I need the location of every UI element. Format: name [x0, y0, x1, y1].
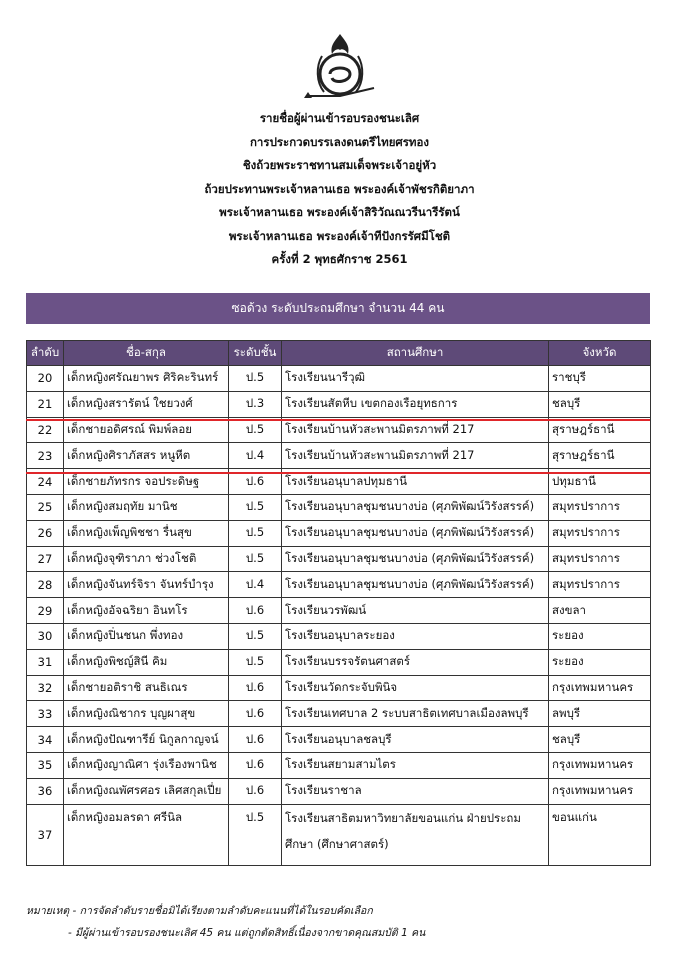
row-school: โรงเรียนอนุบาลระยอง	[282, 623, 549, 649]
row-school: โรงเรียนวัดกระจับพินิจ	[282, 675, 549, 701]
row-province: สงขลา	[549, 598, 651, 624]
table-row	[27, 649, 651, 675]
row-level: ป.6	[229, 701, 282, 727]
row-province: สมุทรปราการ	[549, 494, 651, 520]
header-trophy: ชิงถ้วยพระราชทานสมเด็จพระเจ้าอยู่หัว	[242, 158, 437, 172]
row-number: 31	[27, 649, 64, 675]
row-school: โรงเรียนอนุบาลชุมชนบางบ่อ (ศุภพิพัฒน์วิรังสรรค์)	[282, 520, 549, 546]
table-row	[27, 494, 651, 520]
row-name: เด็กหญิงศิราภัสสร หนูหีต	[64, 443, 229, 469]
row-name: เด็กชายภัทรกร จอประดิษฐ	[64, 469, 229, 495]
row-level: ป.6	[229, 752, 282, 778]
highlight-line-bottom	[26, 472, 650, 474]
table-row	[27, 366, 651, 392]
table-header-row	[27, 341, 651, 366]
row-name: เด็กหญิงศรัณยาพร ศิริคะรินทร์	[64, 366, 229, 392]
row-school: โรงเรียนบรรจรัตนศาสตร์	[282, 649, 549, 675]
row-province: กรุงเทพมหานคร	[549, 752, 651, 778]
row-province: กรุงเทพมหานคร	[549, 778, 651, 804]
table-row	[27, 752, 651, 778]
row-school: โรงเรียนวรพัฒน์	[282, 598, 549, 624]
row-school: โรงเรียนนารีวุฒิ	[282, 366, 549, 392]
row-level: ป.5	[229, 494, 282, 520]
row-level: ป.4	[229, 572, 282, 598]
row-school: โรงเรียนอนุบาลชุมชนบางบ่อ (ศุภพิพัฒน์วิรังสรรค์)	[282, 572, 549, 598]
row-school: โรงเรียนอนุบาลชลบุรี	[282, 727, 549, 753]
table-row	[27, 623, 651, 649]
row-level: ป.5	[229, 804, 282, 865]
header-title: รายชื่อผู้ผ่านเข้ารอบรองชนะเลิศ	[259, 111, 420, 125]
row-province: ลพบุรี	[549, 701, 651, 727]
row-name: เด็กชายอดิศรณ์ พิมพ์ลอย	[64, 417, 229, 443]
row-province: ระยอง	[549, 649, 651, 675]
header-patron-3: พระเจ้าหลานเธอ พระองค์เจ้าทีปังกรรัศมีโชติ	[228, 228, 451, 243]
row-province: สมุทรปราการ	[549, 572, 651, 598]
row-name: เด็กหญิงอมลรดา ศรีนิล	[64, 804, 229, 865]
col-header-number: ลำดับ	[27, 341, 64, 366]
row-name: เด็กหญิงเพ็ญพิชชา รื่นสุข	[64, 520, 229, 546]
row-number: 34	[27, 727, 64, 753]
table-row	[27, 727, 651, 753]
col-header-school: สถานศึกษา	[282, 341, 549, 366]
table-row	[27, 546, 651, 572]
row-province: ขอนแก่น	[549, 804, 651, 865]
row-level: ป.6	[229, 469, 282, 495]
row-school: โรงเรียนอนุบาลปทุมธานี	[282, 469, 549, 495]
row-school: โรงเรียนราชาล	[282, 778, 549, 804]
row-name: เด็กหญิงณพัศรศอร เลิศสกุลเปี่ย	[64, 778, 229, 804]
table-row	[27, 804, 651, 865]
row-name: เด็กหญิงอัจฉริยา อินทโร	[64, 598, 229, 624]
row-name: เด็กหญิงปิ่นชนก พึ่งทอง	[64, 623, 229, 649]
row-name: เด็กหญิงพิชญ์สินี คิม	[64, 649, 229, 675]
row-name: เด็กชายอติราชิ สนธิเณร	[64, 675, 229, 701]
table-row	[27, 778, 651, 804]
row-number: 24	[27, 469, 64, 495]
header-patron-1: ถ้วยประทานพระเจ้าหลานเธอ พระองค์เจ้าพัชรกิติยาภา	[204, 181, 475, 196]
row-number: 22	[27, 417, 64, 443]
row-number: 20	[27, 366, 64, 392]
row-level: ป.5	[229, 649, 282, 675]
row-school: โรงเรียนบ้านหัวสะพานมิตรภาพที่ 217	[282, 417, 549, 443]
col-header-name: ชื่อ-สกุล	[64, 341, 229, 366]
table-row	[27, 598, 651, 624]
sornthong-emblem-logo	[300, 30, 380, 110]
row-name: เด็กหญิงปัณฑารีย์ นิกูลกาญจน์	[64, 727, 229, 753]
row-province: ปทุมธานี	[549, 469, 651, 495]
table-row	[27, 443, 651, 469]
row-school: โรงเรียนสัตหีบ เขตกองเรือยุทธการ	[282, 391, 549, 417]
row-name: เด็กหญิงจุฑิราภา ช่วงโชติ	[64, 546, 229, 572]
footnote-disqualified: - มีผู้ผ่านเข้ารอบรองชนะเลิศ 45 คน แต่ถูกตัดสิทธิ์เนื่องจากขาดคุณสมบัติ 1 คน	[68, 927, 426, 939]
row-province: สมุทรปราการ	[549, 546, 651, 572]
row-number: 26	[27, 520, 64, 546]
row-level: ป.6	[229, 598, 282, 624]
highlight-line-top	[26, 419, 650, 421]
row-level: ป.3	[229, 391, 282, 417]
row-level: ป.5	[229, 520, 282, 546]
row-province: สมุทรปราการ	[549, 520, 651, 546]
row-number: 30	[27, 623, 64, 649]
row-name: เด็กหญิงจันทร์จิรา จันทร์บำรุง	[64, 572, 229, 598]
row-province: ชลบุรี	[549, 727, 651, 753]
row-province: ราชบุรี	[549, 366, 651, 392]
row-number: 32	[27, 675, 64, 701]
row-level: ป.6	[229, 778, 282, 804]
row-name: เด็กหญิงสมฤทัย มานิช	[64, 494, 229, 520]
row-level: ป.6	[229, 675, 282, 701]
row-number: 29	[27, 598, 64, 624]
table-row	[27, 572, 651, 598]
col-header-level: ระดับชั้น	[229, 341, 282, 366]
table-row	[27, 701, 651, 727]
footnote-ordering: หมายเหตุ - การจัดลำดับรายชื่อมิได้เรียงตามลำดับคะแนนที่ได้ในรอบคัดเลือก	[26, 905, 373, 917]
row-province: ระยอง	[549, 623, 651, 649]
row-province: ชลบุรี	[549, 391, 651, 417]
header-edition: ครั้งที่ 2 พุทธศักราช 2561	[271, 252, 408, 266]
table-row	[27, 675, 651, 701]
row-number: 35	[27, 752, 64, 778]
row-number: 28	[27, 572, 64, 598]
row-school: โรงเรียนอนุบาลชุมชนบางบ่อ (ศุภพิพัฒน์วิรังสรรค์)	[282, 494, 549, 520]
row-school: โรงเรียนเทศบาล 2 ระบบสาธิตเทศบาลเมืองลพบุรี	[282, 701, 549, 727]
row-province: สุราษฎร์ธานี	[549, 417, 651, 443]
row-name: เด็กหญิงญาณิศา รุ่งเรืองพานิช	[64, 752, 229, 778]
row-level: ป.5	[229, 366, 282, 392]
row-province: สุราษฎร์ธานี	[549, 443, 651, 469]
row-number: 33	[27, 701, 64, 727]
row-school: โรงเรียนสาธิตมหาวิทยาลัยขอนแก่น ฝ่ายประถมศึกษา (ศึกษาศาสตร์)	[282, 804, 549, 865]
row-name: เด็กหญิงสรารัตน์ ใชยวงศ์	[64, 391, 229, 417]
row-number: 21	[27, 391, 64, 417]
row-number: 37	[27, 804, 64, 865]
col-header-province: จังหวัด	[549, 341, 651, 366]
row-province: กรุงเทพมหานคร	[549, 675, 651, 701]
table-row	[27, 520, 651, 546]
row-name: เด็กหญิงณิชากร บุญผาสุข	[64, 701, 229, 727]
document-header	[0, 107, 679, 272]
row-level: ป.4	[229, 443, 282, 469]
row-number: 27	[27, 546, 64, 572]
header-contest: การประกวดบรรเลงดนตรีไทยศรทอง	[249, 134, 430, 149]
category-banner: ซอด้วง ระดับประถมศึกษา จำนวน 44 คน	[26, 293, 650, 324]
header-patron-2: พระเจ้าหลานเธอ พระองค์เจ้าสิริวัณณวรีนารีรัตน์	[219, 205, 460, 219]
row-number: 36	[27, 778, 64, 804]
row-level: ป.5	[229, 417, 282, 443]
table-row	[27, 391, 651, 417]
row-school: โรงเรียนสยามสามไตร	[282, 752, 549, 778]
row-level: ป.5	[229, 546, 282, 572]
row-school: โรงเรียนอนุบาลชุมชนบางบ่อ (ศุภพิพัฒน์วิรังสรรค์)	[282, 546, 549, 572]
row-number: 23	[27, 443, 64, 469]
row-number: 25	[27, 494, 64, 520]
row-school: โรงเรียนบ้านหัวสะพานมิตรภาพที่ 217	[282, 443, 549, 469]
row-level: ป.5	[229, 623, 282, 649]
row-level: ป.6	[229, 727, 282, 753]
